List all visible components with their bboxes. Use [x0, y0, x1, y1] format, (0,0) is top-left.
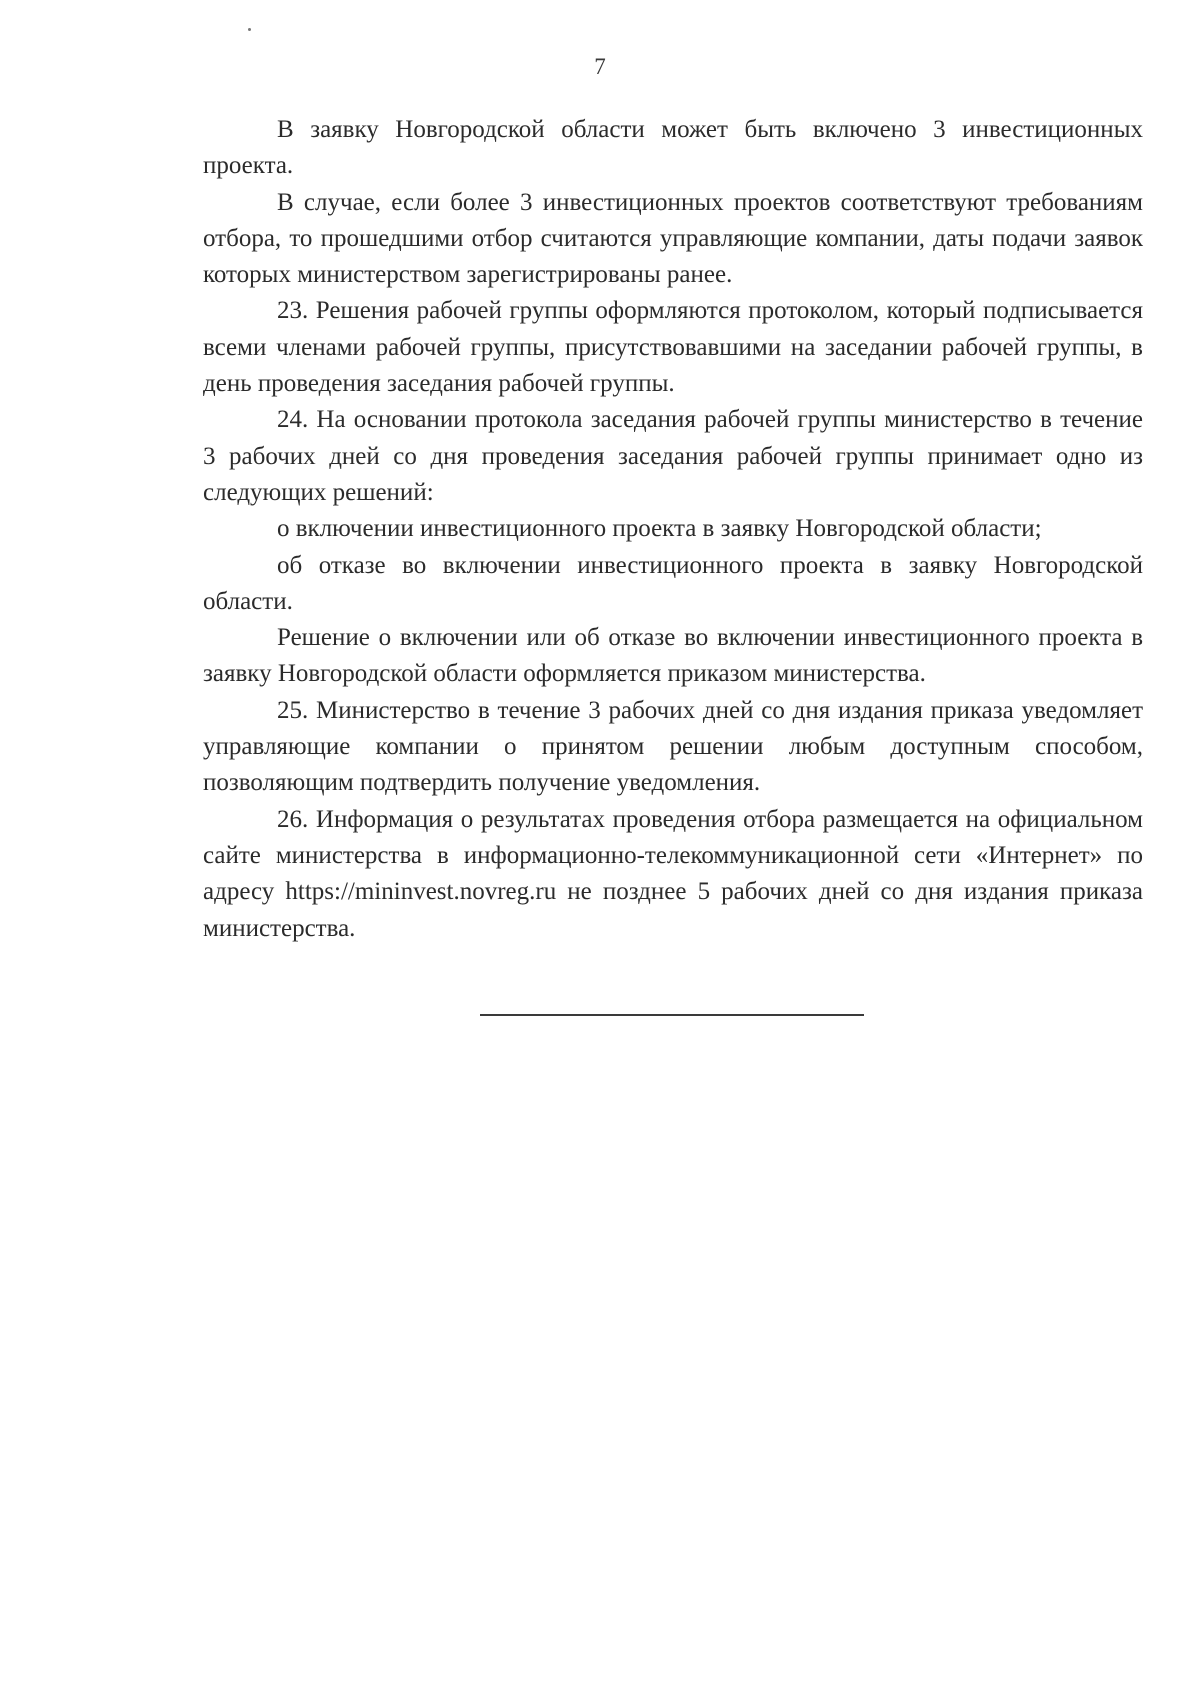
paragraph-decision-order: Решение о включении или об отказе во включении инвестиционного проекта в заявку Новгородской области оформляется приказом министерства. [203, 624, 1143, 688]
paragraph-24-decision: 24. На основании протокола заседания рабочей группы министерство в течение 3 рабочих дней со дня проведения заседания рабочей группы принимает одно из следующих решений: [203, 406, 1143, 506]
page-number: 7 [594, 54, 606, 79]
paragraph-decision-refuse: об отказе во включении инвестиционного проекта в заявку Новгородской области. [203, 551, 1143, 615]
paragraph-23-protocol: 23. Решения рабочей группы оформляются протоколом, который подписывается всеми членами рабочей группы, присутствовавшими на заседании рабочей группы, в день проведения заседания рабочей группы. [203, 297, 1143, 398]
paragraph-26-publication: 26. Информация о результатах проведения отбора размещается на официальном сайте министерства в информационно-телекоммуникационной сети «Интернет» по адресу https://mininvest.novreg.ru не позднее 5 рабочих дней со дня издания приказа министерства. [203, 805, 1143, 942]
paragraph-25-notification: 25. Министерство в течение 3 рабочих дней со дня издания приказа уведомляет управляющие компании о принятом решении любым доступным способом, позволяющим подтвердить получение уведомления. [203, 696, 1143, 797]
paragraph-selection-priority: В случае, если более 3 инвестиционных проектов соответствуют требованиям отбора, то прошедшими отбор считаются управляющие компании, даты подачи заявок которых министерством зарегистрированы ранее. [203, 188, 1143, 289]
paragraph-projects-limit: В заявку Новгородской области может быть включено 3 инвестиционных проекта. [203, 116, 1143, 180]
closing-rule [480, 1014, 864, 1016]
paragraph-decision-include: о включении инвестиционного проекта в заявку Новгородской области; [277, 515, 1042, 543]
document-body [203, 112, 1143, 947]
scan-speck [248, 28, 251, 31]
